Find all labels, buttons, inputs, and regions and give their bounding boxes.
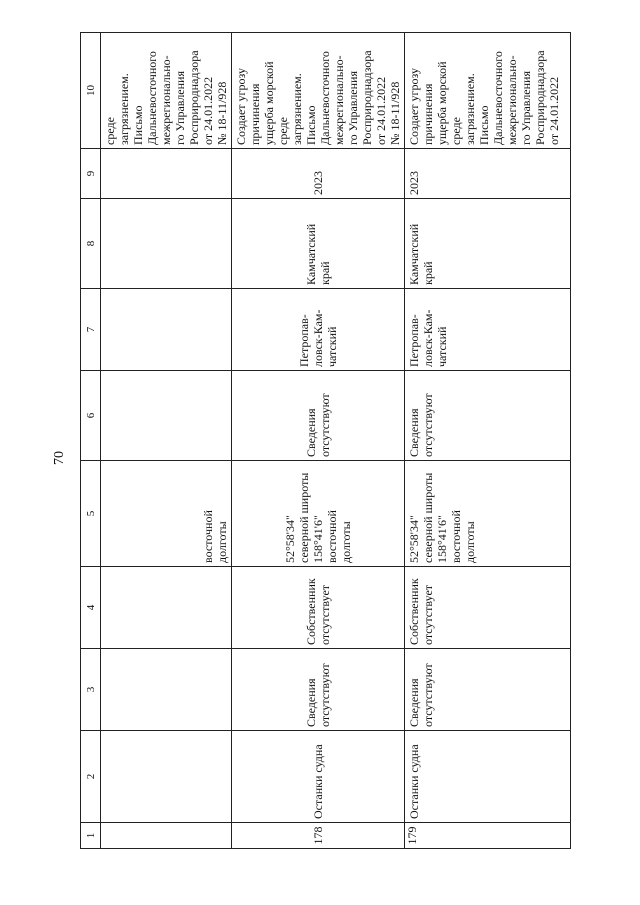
column-number: 8 [81,199,101,289]
owner-cell: Собственник отсутствует [405,567,571,649]
locality-cell: Петропав- ловск-Кам- чатский [232,289,405,371]
region-cell: Камчатский край [232,199,405,289]
object-name-cell: Останки судна [405,731,571,823]
row-number-cell: 179 [405,823,571,849]
column-number: 9 [81,149,101,199]
object-name-cell: Останки судна [232,731,405,823]
year-cell: 2023 [405,149,571,199]
registry-table [80,32,571,849]
page-number: 70 [52,451,67,465]
object-info-cell: Сведения отсутствуют [405,649,571,731]
object-name-cell [101,731,232,823]
locality-cell [101,289,232,371]
year-cell [101,149,232,199]
column-number: 3 [81,649,101,731]
table-row-continuation [101,33,232,849]
owner-cell: Собственник отсутствует [232,567,405,649]
coordinates-cell: 52°58'34" северной широты 158°41'6" восточной долготы [405,461,571,567]
object-info-cell: Сведения отсутствуют [232,649,405,731]
region-cell [101,199,232,289]
registry-table-rotated [80,33,562,849]
coordinates-cell: восточной долготы [101,461,232,567]
details-cell: Сведения отсутствуют [405,371,571,461]
locality-cell: Петропав- ловск-Кам- чатский [405,289,571,371]
column-number: 10 [81,33,101,149]
note-cell: Создает угрозу причинения ущерба морской среде загрязнением. Письмо Дальневосточного межрегионально- го Управления Росприроднадзора от 24.01.2022 [405,33,571,149]
column-number-row [81,33,101,849]
column-number: 6 [81,371,101,461]
owner-cell [101,567,232,649]
table-row-178 [232,33,405,849]
row-number-cell [101,823,232,849]
column-number: 2 [81,731,101,823]
column-number: 7 [81,289,101,371]
region-cell: Камчатский край [405,199,571,289]
details-cell [101,371,232,461]
column-number: 5 [81,461,101,567]
note-cell: среде загрязнением. Письмо Дальневосточного межрегионально- го Управления Росприроднадзора от 24.01.2022 № 18-11/928 [101,33,232,149]
column-number: 1 [81,823,101,849]
column-number: 4 [81,567,101,649]
note-cell: Создает угрозу причинения ущерба морской среде загрязнением. Письмо Дальневосточного межрегионально- го Управления Росприроднадзора от 24.01.2022 № 18-11/928 [232,33,405,149]
details-cell: Сведения отсутствуют [232,371,405,461]
coordinates-cell: 52°58'34" северной широты 158°41'6" восточной долготы [232,461,405,567]
row-number-cell: 178 [232,823,405,849]
table-row-179 [405,33,571,849]
year-cell: 2023 [232,149,405,199]
object-info-cell [101,649,232,731]
